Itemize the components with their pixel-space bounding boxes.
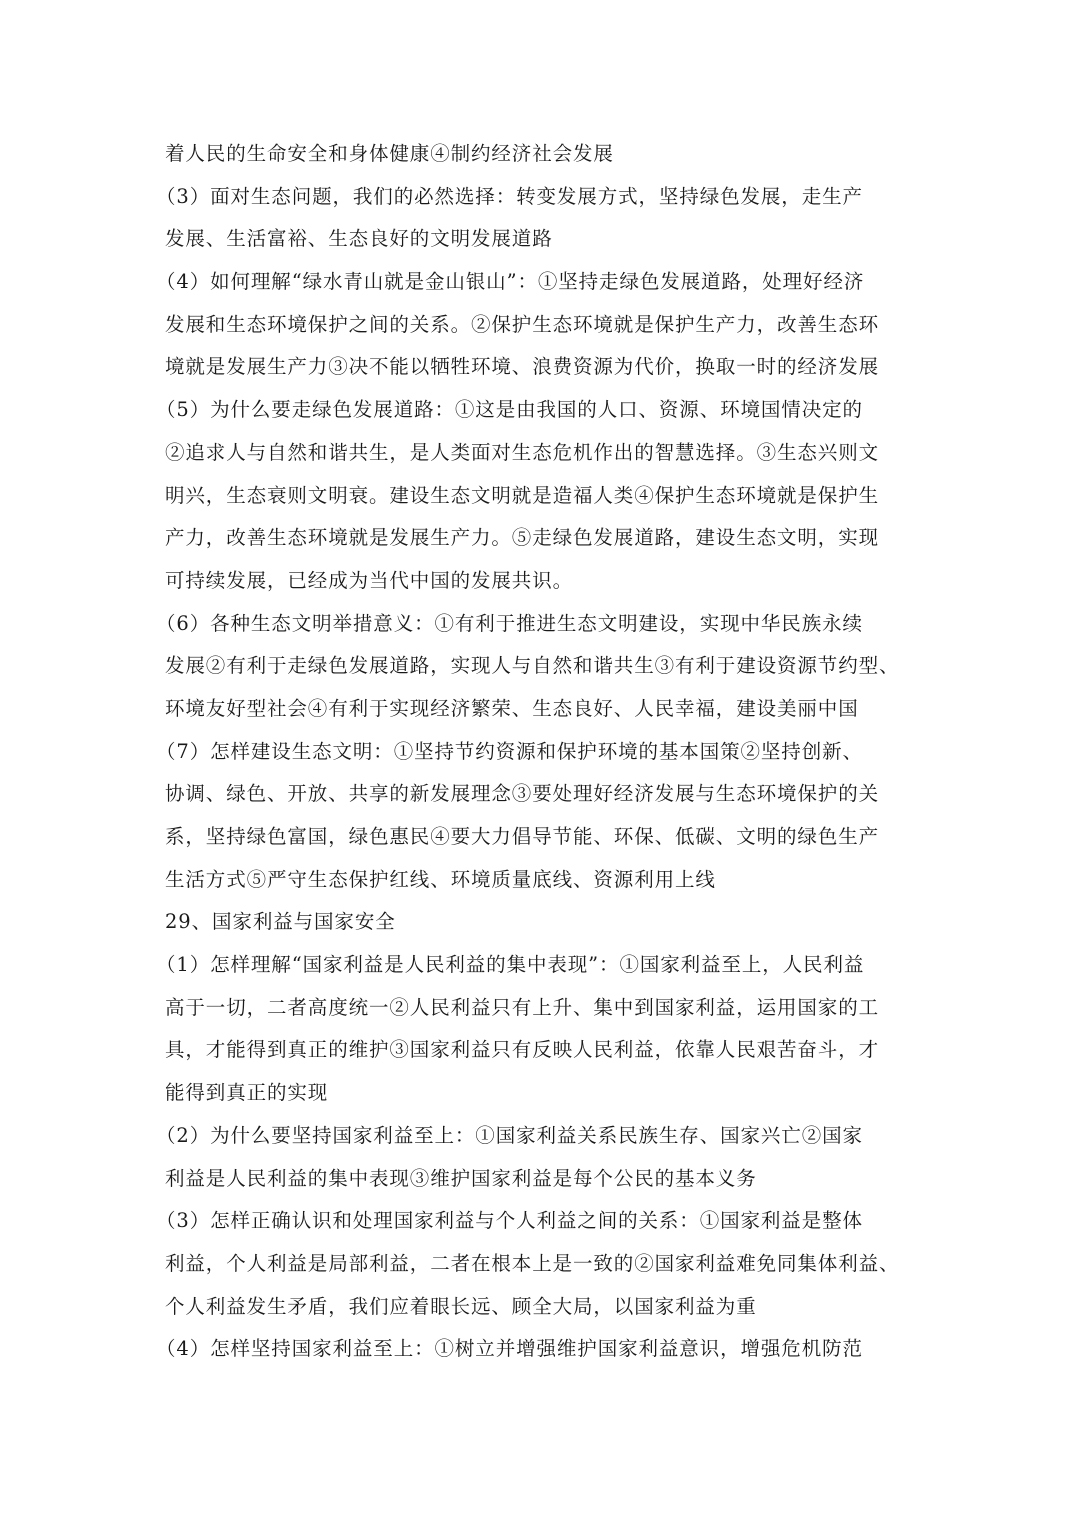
- text-line: 境就是发展生产力③决不能以牺牲环境、浪费资源为代价，换取一时的经济发展: [165, 355, 880, 379]
- text-line: 发展、生活富裕、生态良好的文明发展道路: [165, 227, 553, 251]
- text-line: 发展②有利于走绿色发展道路，实现人与自然和谐共生③有利于建设资源节约型、: [165, 654, 900, 678]
- text-line: （1）怎样理解“国家利益是人民利益的集中表现”：①国家利益至上，人民利益: [156, 953, 865, 977]
- text-line: （4）怎样坚持国家利益至上：①树立并增强维护国家利益意识，增强危机防范: [156, 1337, 863, 1361]
- document-body: [156, 133, 925, 1371]
- text-line: 协调、绿色、开放、共享的新发展理念③要处理好经济发展与生态环境保护的关: [165, 782, 880, 806]
- text-line: 具，才能得到真正的维护③国家利益只有反映人民利益，依靠人民艰苦奋斗，才: [165, 1038, 880, 1062]
- text-line: ②追求人与自然和谐共生，是人类面对生态危机作出的智慧选择。③生态兴则文: [165, 440, 880, 464]
- text-line: （2）为什么要坚持国家利益至上：①国家利益关系民族生存、国家兴亡②国家: [156, 1123, 863, 1147]
- text-line: 高于一切，二者高度统一②人民利益只有上升、集中到国家利益，运用国家的工: [165, 995, 880, 1019]
- text-line: （7）怎样建设生态文明：①坚持节约资源和保护环境的基本国策②坚持创新、: [156, 739, 863, 763]
- text-line: 环境友好型社会④有利于实现经济繁荣、生态良好、人民幸福，建设美丽中国: [165, 696, 859, 720]
- section-heading: 29、国家利益与国家安全: [165, 910, 396, 934]
- text-line: 产力，改善生态环境就是发展生产力。⑤走绿色发展道路，建设生态文明，实现: [165, 526, 880, 550]
- text-line: （6）各种生态文明举措意义：①有利于推进生态文明建设，实现中华民族永续: [156, 611, 863, 635]
- text-line: 生活方式⑤严守生态保护红线、环境质量底线、资源利用上线: [165, 867, 716, 891]
- text-line: 发展和生态环境保护之间的关系。②保护生态环境就是保护生产力，改善生态环: [165, 312, 880, 336]
- text-line: 着人民的生命安全和身体健康④制约经济社会发展: [165, 142, 614, 165]
- text-line: 利益，个人利益是局部利益，二者在根本上是一致的②国家利益难免同集体利益、: [165, 1251, 900, 1275]
- text-line: 个人利益发生矛盾，我们应着眼长远、顾全大局，以国家利益为重: [165, 1294, 757, 1318]
- text-line: 利益是人民利益的集中表现③维护国家利益是每个公民的基本义务: [165, 1166, 757, 1190]
- text-line: （3）怎样正确认识和处理国家利益与个人利益之间的关系：①国家利益是整体: [156, 1209, 863, 1233]
- text-line: 系，坚持绿色富国，绿色惠民④要大力倡导节能、环保、低碳、文明的绿色生产: [165, 825, 880, 848]
- text-line: （5）为什么要走绿色发展道路：①这是由我国的人口、资源、环境国情决定的: [156, 398, 863, 422]
- text-line: 能得到真正的实现: [165, 1081, 329, 1105]
- text-line: （3）面对生态问题，我们的必然选择：转变发展方式，坚持绿色发展，走生产: [156, 184, 863, 208]
- text-line: 可持续发展，已经成为当代中国的发展共识。: [165, 568, 574, 592]
- text-line: 明兴，生态衰则文明衰。建设生态文明就是造福人类④保护生态环境就是保护生: [165, 483, 880, 507]
- text-line: （4）如何理解“绿水青山就是金山银山”：①坚持走绿色发展道路，处理好经济: [156, 270, 865, 294]
